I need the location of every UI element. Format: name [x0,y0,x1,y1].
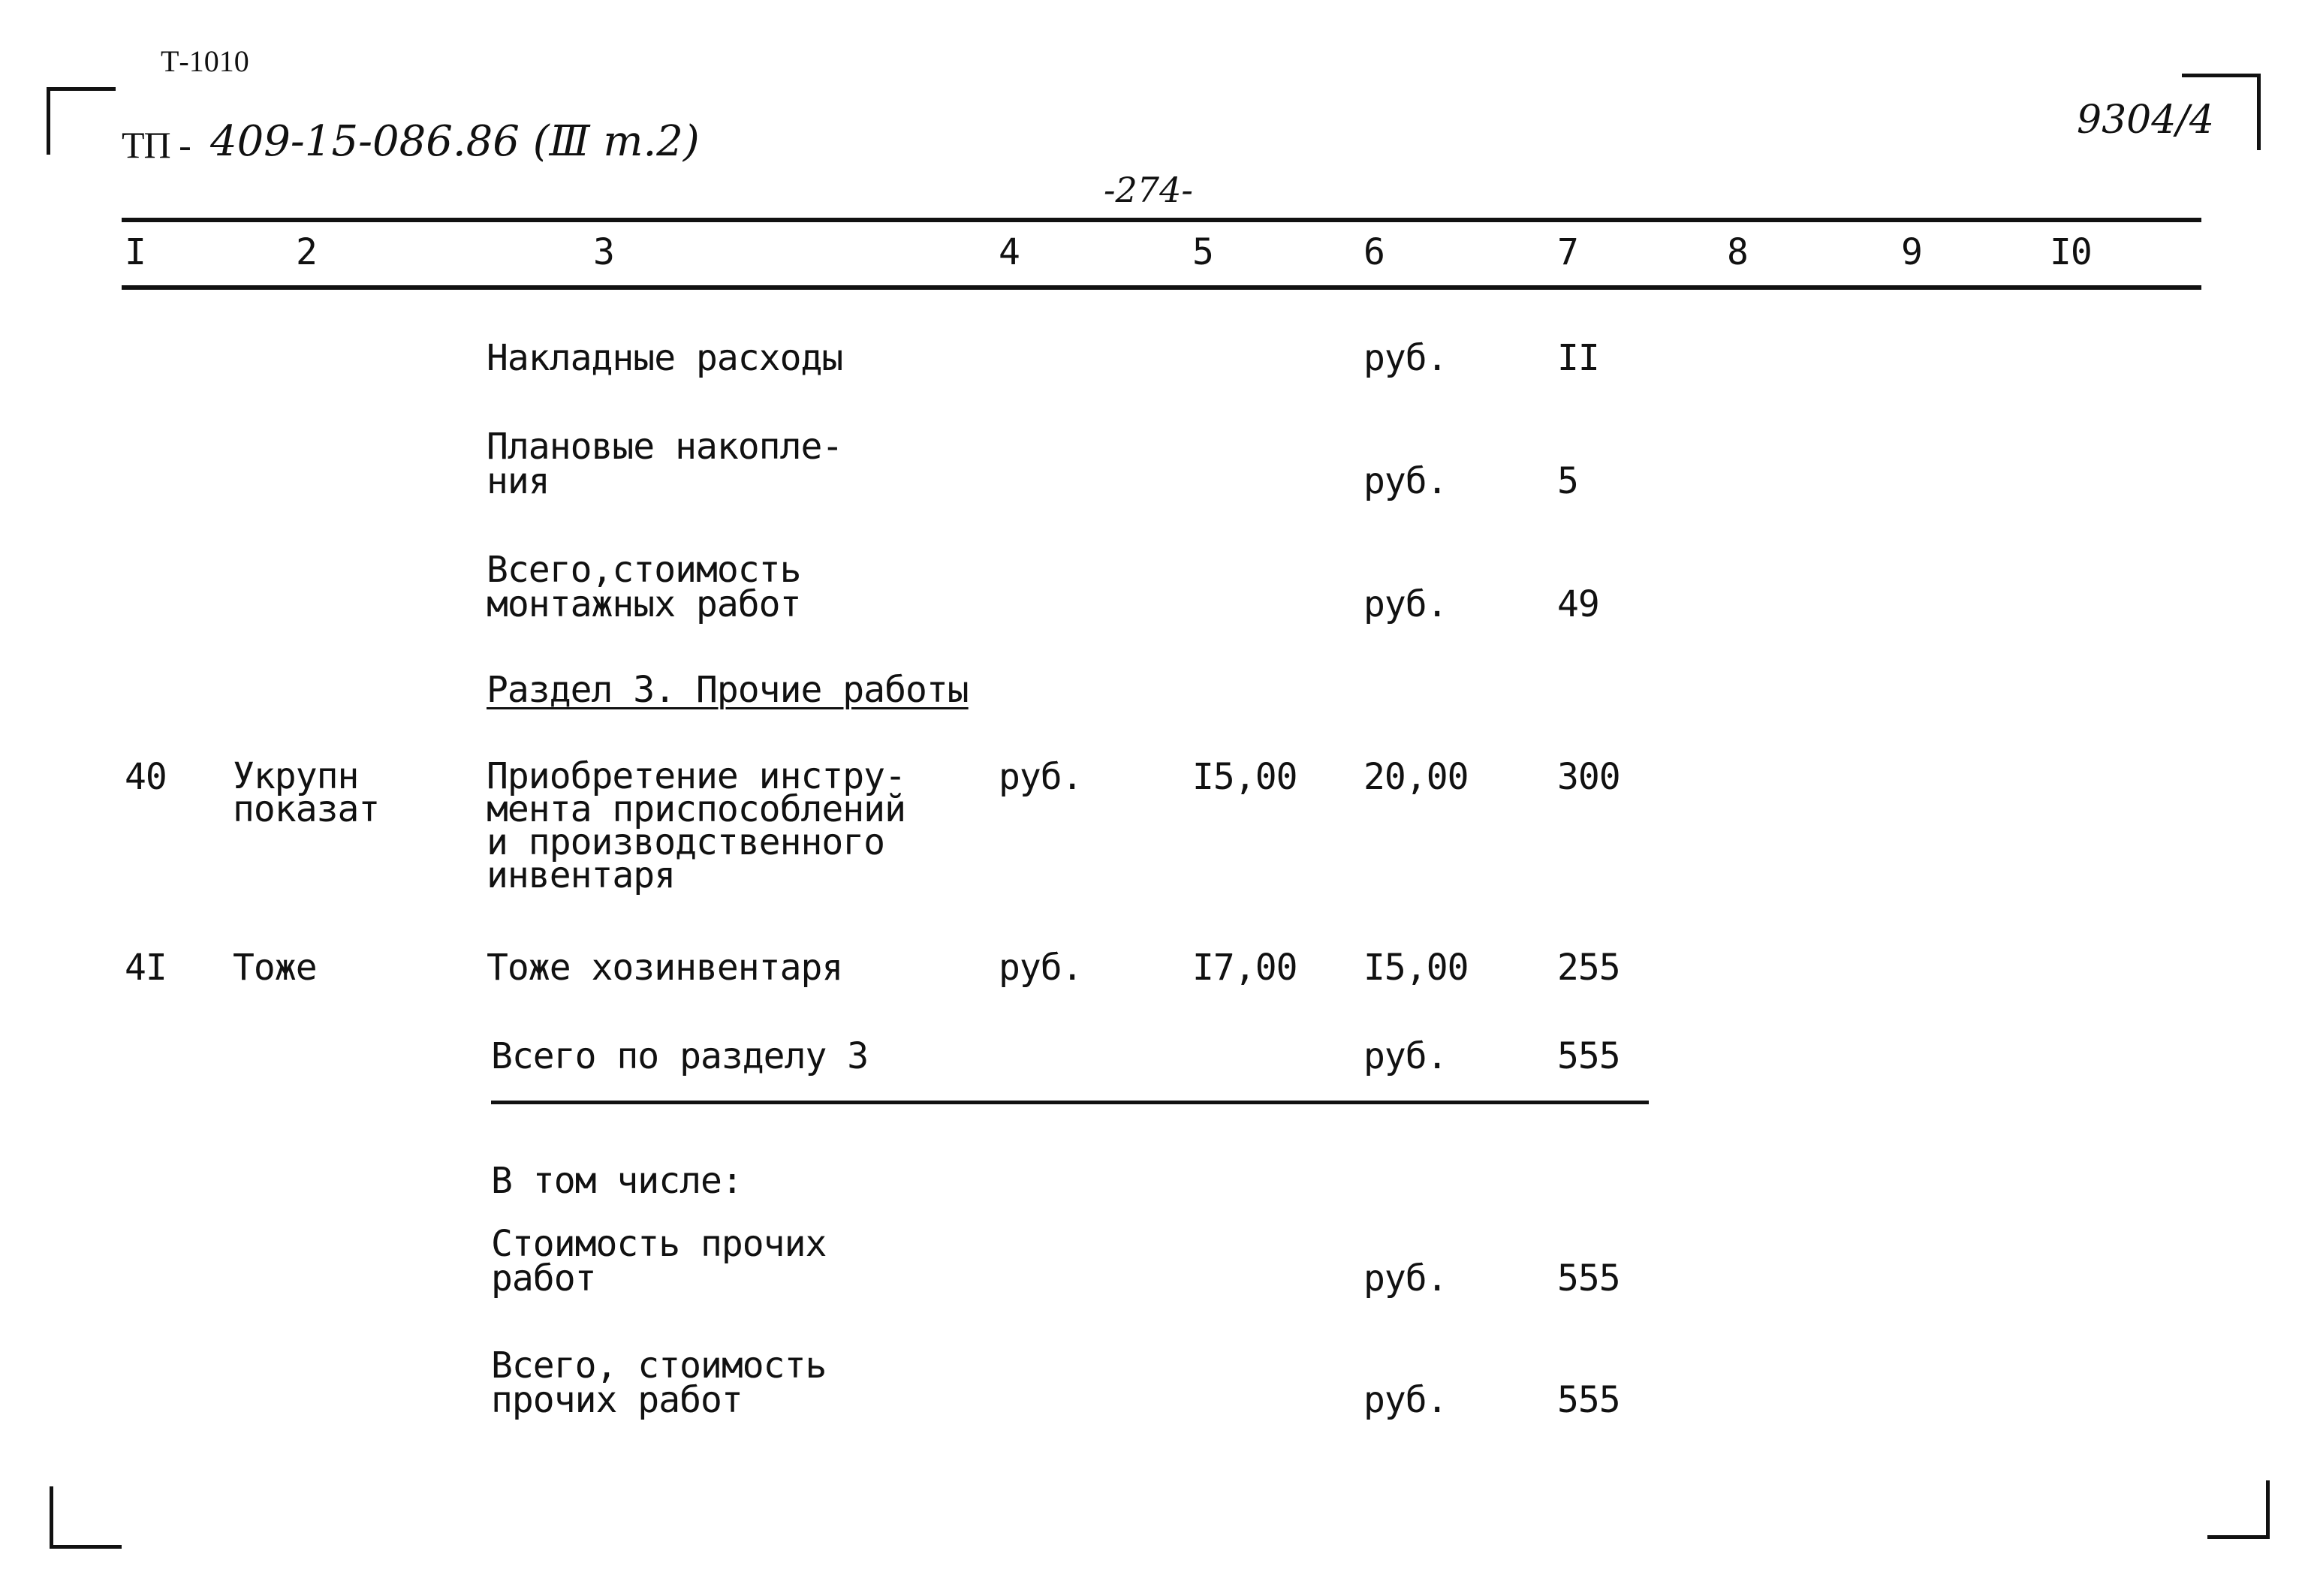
row-unit: руб. [1363,337,1448,379]
column-header-4: 4 [999,231,1020,273]
row-unit: руб. [1363,460,1448,502]
header-top-rule [122,218,2201,222]
row-basis: Тоже [233,947,317,989]
row-number: 4I [125,947,167,989]
row-description: Всего, стоимость прочих работ [491,1345,827,1421]
sheet-code: Т-1010 [161,44,249,78]
row-amount: 300 [1557,756,1620,798]
corner-mark-bottom-left-h [50,1545,122,1549]
row-unit: руб. [1363,583,1448,625]
column-header-1: I [125,231,146,273]
corner-mark-top-right-h [2182,74,2261,77]
row-amount: 255 [1557,947,1620,989]
corner-mark-bottom-right-h [2207,1535,2270,1539]
column-header-10: I0 [2050,231,2092,273]
corner-mark-top-left-h [47,87,116,91]
column-header-9: 9 [1901,231,1922,273]
page-number: -274- [1104,170,1193,210]
row-basis: Укрупн показат [233,755,380,830]
column-header-8: 8 [1727,231,1748,273]
row-amount: 555 [1557,1035,1620,1077]
row-amount: II [1557,337,1599,379]
doc-number-handwritten: 409-15-086.86 (Ⅲ т.2) [210,117,700,166]
row-description: Приобретение инстру- мента приспособлений и производственного инвентаря [487,755,905,896]
column-header-2: 2 [296,231,317,273]
column-header-5: 5 [1192,231,1213,273]
row-number: 40 [125,756,167,798]
corner-mark-bottom-left-v [50,1486,53,1548]
row-description: Тоже хозинвентаря [487,947,843,989]
row-quantity: I5,00 [1192,756,1297,798]
row-description: Всего по разделу 3 [491,1035,869,1077]
row-unit-measure: руб. [999,947,1083,989]
row-unit-measure: руб. [999,756,1083,798]
corner-mark-bottom-right-v [2266,1480,2270,1539]
row-description: В том числе: [491,1160,743,1202]
column-header-6: 6 [1363,231,1385,273]
row-quantity: I7,00 [1192,947,1297,989]
row-description: Плановые накопле- ния [487,426,843,502]
corner-mark-top-left-v [47,89,50,155]
row-description: Всего,стоимость монтажных работ [487,549,801,625]
header-bottom-rule [122,285,2201,290]
doc-prefix: ТП - [122,124,191,166]
row-price: I5,00 [1363,947,1469,989]
row-amount: 49 [1557,583,1599,625]
row-amount: 5 [1557,460,1578,502]
archive-number: 9304/4 [2077,98,2214,143]
row-unit: руб. [1363,1379,1448,1421]
row-description: Стоимость прочих работ [491,1223,827,1299]
column-header-3: 3 [593,231,614,273]
section-total-rule [491,1101,1649,1104]
corner-mark-top-right-v [2257,75,2261,150]
row-amount: 555 [1557,1257,1620,1299]
column-header-7: 7 [1557,231,1578,273]
row-price: 20,00 [1363,756,1469,798]
section-heading: Раздел 3. Прочие работы [487,669,969,711]
row-unit: руб. [1363,1035,1448,1077]
row-description: Накладные расходы [487,337,843,379]
row-amount: 555 [1557,1379,1620,1421]
row-unit: руб. [1363,1257,1448,1299]
